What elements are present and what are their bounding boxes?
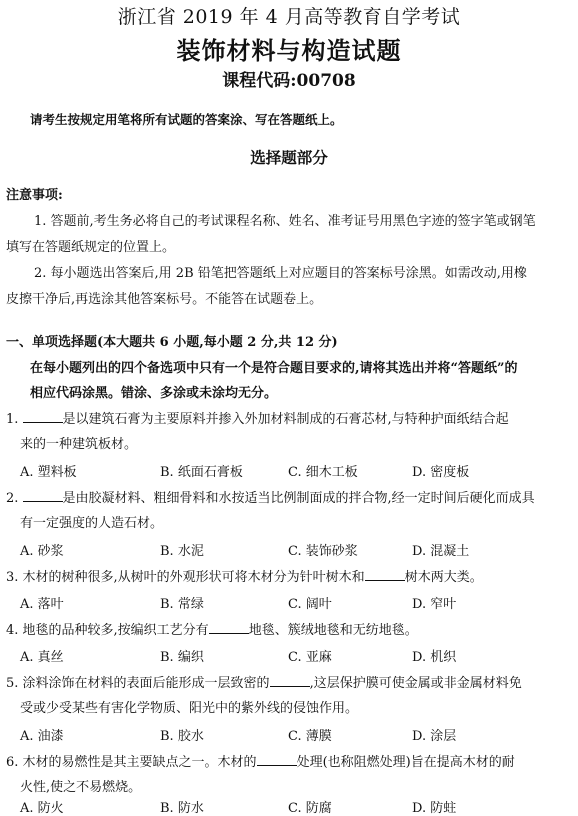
- question-5-stem-line-1: [6, 672, 522, 691]
- option-d: D. 窄叶: [412, 597, 457, 612]
- option-b: B. 胶水: [160, 729, 204, 744]
- answer-blank: [23, 410, 63, 423]
- option-d: D. 密度板: [412, 465, 470, 480]
- section-desc-line-2: 相应代码涂黑。错涂、多涂或未涂均无分。: [30, 386, 278, 401]
- question-stem: 木材的易燃性是其主要缺点之一。木材的: [22, 755, 257, 770]
- question-stem: 涂料涂饰在材料的表面后能形成一层致密的: [22, 676, 270, 691]
- question-stem: 是由胶凝材料、粗细骨料和水按适当比例制面成的拌合物,经一定时间后硬化而成具: [62, 491, 535, 506]
- option-b: B. 水泥: [160, 544, 204, 559]
- note-2-line-2: 皮擦干净后,再选涂其他答案标号。不能答在试题卷上。: [6, 292, 323, 307]
- question-6-stem-line-2: 火性,使之不易燃烧。: [20, 780, 142, 795]
- option-a: A. 防火: [20, 801, 64, 816]
- option-a: A. 塑料板: [20, 465, 77, 480]
- answer-blank: [365, 568, 405, 581]
- option-a: A. 落叶: [20, 597, 64, 612]
- option-c: C. 薄膜: [288, 729, 332, 744]
- option-b: B. 防水: [160, 801, 204, 816]
- option-b: B. 纸面石膏板: [160, 465, 243, 480]
- section-title: 一、单项选择题(本大题共 6 小题,每小题 2 分,共 12 分): [6, 335, 338, 350]
- answer-blank: [23, 489, 63, 502]
- question-2-stem-line-1: [6, 487, 535, 506]
- question-number: 4.: [6, 623, 19, 638]
- answer-blank: [270, 674, 310, 687]
- section-desc-line-1: 在每小题列出的四个备选项中只有一个是符合题目要求的,请将其选出并将“答题纸”的: [30, 361, 518, 376]
- question-1-stem-line-1: [6, 408, 509, 427]
- question-4-stem-line-1: [6, 619, 418, 638]
- option-a: A. 真丝: [20, 650, 64, 665]
- question-number: 1.: [6, 412, 19, 427]
- question-number: 3.: [6, 570, 19, 585]
- question-1-stem-line-2: 来的一种建筑板材。: [20, 437, 138, 452]
- question-2-stem-line-2: 有一定强度的人造石材。: [20, 516, 164, 531]
- general-instruction: 请考生按规定用笔将所有试题的答案涂、写在答题纸上。: [30, 112, 343, 127]
- option-d: D. 防蛀: [412, 801, 457, 816]
- option-c: C. 亚麻: [288, 650, 332, 665]
- answer-blank: [257, 753, 297, 766]
- option-b: B. 编织: [160, 650, 204, 665]
- question-stem-cont: 处理(也称阻燃处理)旨在提高木材的耐: [296, 755, 515, 770]
- option-c: C. 装饰砂浆: [288, 544, 358, 559]
- option-a: A. 砂浆: [20, 544, 64, 559]
- course-code: 课程代码:00708: [222, 71, 356, 91]
- question-number: 5.: [6, 676, 19, 691]
- option-b: B. 常绿: [160, 597, 204, 612]
- note-1-line-1: 1. 答题前,考生务必将自己的考试课程名称、姓名、准考证号用黑色字迹的签字笔或钢笔: [34, 214, 536, 229]
- question-stem: 木材的树种很多,从树叶的外观形状可将木材分为针叶树木和: [22, 570, 365, 585]
- notes-title: 注意事项:: [6, 188, 63, 203]
- question-stem: 是以建筑石膏为主要原料并掺入外加材料制成的石膏芯材,与特种护面纸结合起: [62, 412, 509, 427]
- question-6-stem-line-1: [6, 751, 515, 770]
- option-d: D. 机织: [412, 650, 457, 665]
- question-number: 6.: [6, 755, 19, 770]
- note-2-line-1: 2. 每小题选出答案后,用 2B 铅笔把答题纸上对应题目的答案标号涂黑。如需改动,用橡: [34, 266, 527, 281]
- question-stem-cont: 树木两大类。: [404, 570, 483, 585]
- option-d: D. 混凝土: [412, 544, 470, 559]
- exam-title: 装饰材料与构造试题: [176, 36, 402, 65]
- option-c: C. 细木工板: [288, 465, 358, 480]
- part-title: 选择题部分: [250, 148, 328, 167]
- answer-blank: [209, 621, 249, 634]
- question-3-stem-line-1: [6, 566, 483, 585]
- note-1-line-2: 填写在答题纸规定的位置上。: [6, 240, 176, 255]
- question-stem-cont: 地毯、簇绒地毯和无纺地毯。: [248, 623, 418, 638]
- option-c: C. 防腐: [288, 801, 332, 816]
- option-a: A. 油漆: [20, 729, 64, 744]
- question-5-stem-line-2: 受或少受某些有害化学物质、阳光中的紫外线的侵蚀作用。: [20, 701, 359, 716]
- option-c: C. 阔叶: [288, 597, 332, 612]
- question-stem-cont: ,这层保护膜可使金属或非金属材料免: [309, 676, 522, 691]
- exam-header: 浙江省 2019 年 4 月高等教育自学考试: [117, 6, 461, 28]
- question-stem: 地毯的品种较多,按编织工艺分有: [22, 623, 209, 638]
- question-number: 2.: [6, 491, 19, 506]
- option-d: D. 涂层: [412, 729, 457, 744]
